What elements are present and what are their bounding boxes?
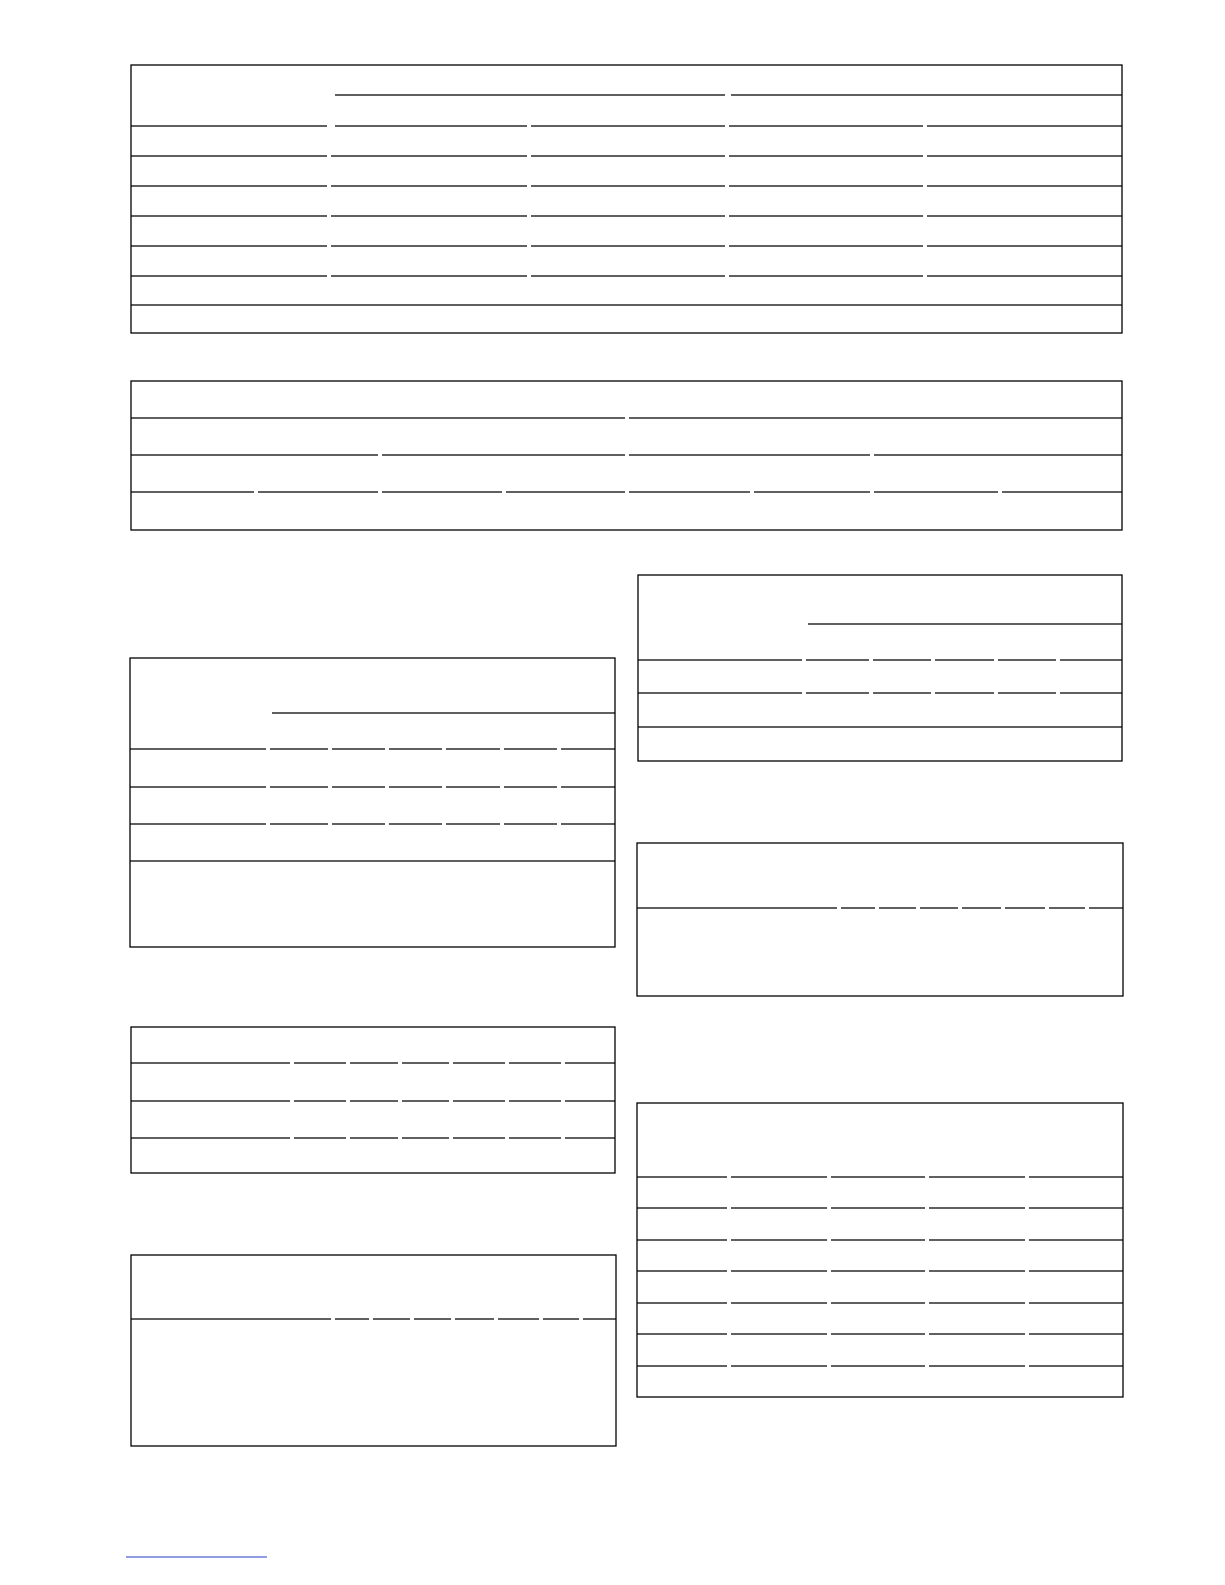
table-3 [130,658,615,947]
table-6-frame [637,843,1123,996]
table-7 [131,1255,616,1446]
table-8 [637,1103,1123,1397]
table-7-frame [131,1255,616,1446]
table-1 [131,65,1122,333]
table-1-frame [131,65,1122,333]
table-4-frame [638,575,1122,761]
table-5-frame [131,1027,615,1173]
table-5 [131,1027,615,1173]
table-8-frame [637,1103,1123,1397]
table-3-frame [130,658,615,947]
table-6 [637,843,1123,996]
table-4 [638,575,1122,761]
